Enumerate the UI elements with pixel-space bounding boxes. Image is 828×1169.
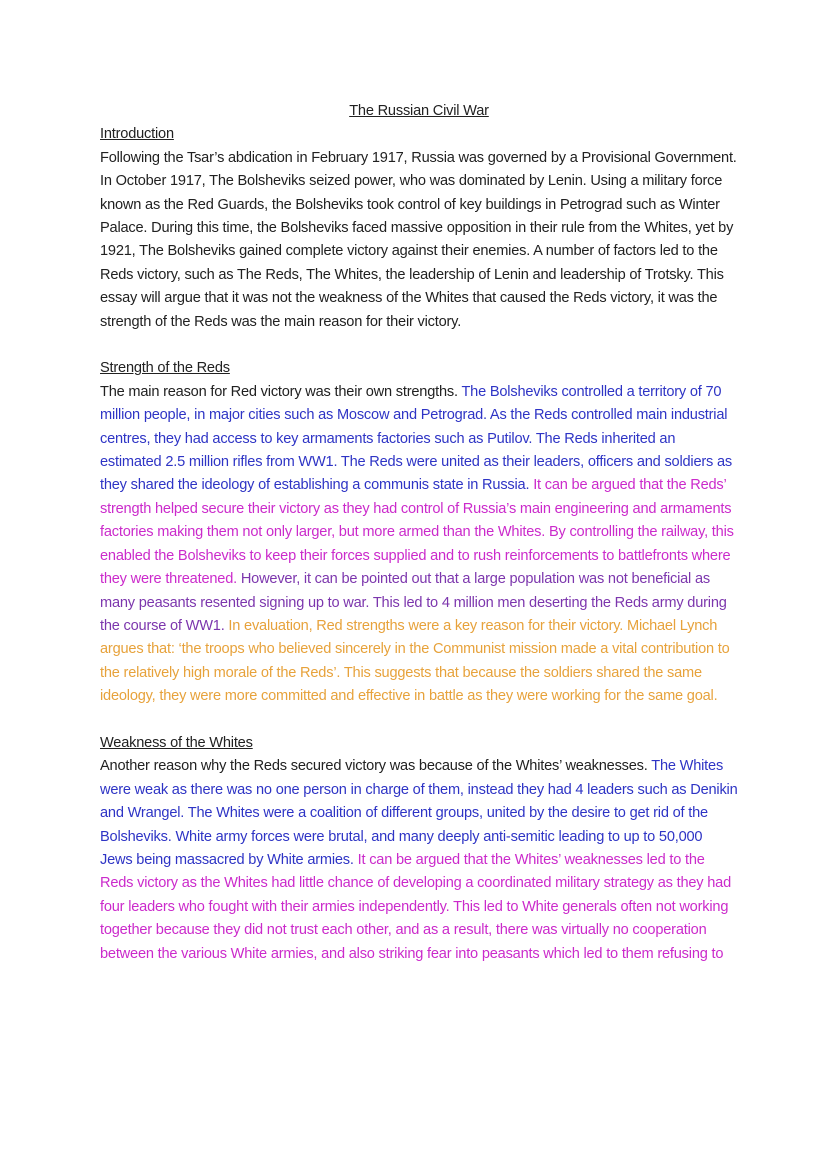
- section-heading-introduction: Introduction: [100, 126, 174, 143]
- text-run-black: The main reason for Red victory was their own strengths.: [100, 383, 462, 400]
- text-run-blue: The Whites were weak as there was no one person in charge of them, instead they had 4 leaders such as Denikin and Wrangel. The Whites were a coalition of different groups, united by the desire to get rid of the Bolsheviks. White army forces were brutal, and many deeply anti-semitic leading to up to 50,000 Jews being massacred by White armies.: [100, 758, 742, 868]
- text-run-magenta: It can be argued that the Whites’ weaknesses led to the Reds victory as the Whites had little chance of developing a coordinated military strategy as they had four leaders who fought with their armies independently. This led to White generals often not working together because they did not trust each other, and as a result, there was virtually no cooperation between the various White armies, and also striking fear into peasants which led to them refusing to: [100, 851, 735, 962]
- document-content: [100, 100, 742, 989]
- section-heading-strength-of-the-reds: Strength of the Reds: [100, 360, 230, 377]
- text-run-black: Following the Tsar’s abdication in February 1917, Russia was governed by a Provisional Government. In October 1917, The Bolsheviks seized power, who was dominated by Lenin. Using a military force known as the Red Guards, the Bolsheviks took control of key buildings in Petrograd such as Winter Palace. During this time, the Bolsheviks faced massive opposition in their rule from the Whites, yet by 1921, The Bolsheviks gained complete victory against their enemies. A number of factors led to the Reds victory, such as The Reds, The Whites, the leadership of Lenin and leadership of Trotsky. This essay will argue that it was not the weakness of the Whites that caused the Reds victory, it was the strength of the Reds was the main reason for their victory.: [100, 149, 741, 330]
- section-paragraph-strength-of-the-reds: [100, 381, 738, 709]
- section-heading-weakness-of-the-whites: Weakness of the Whites: [100, 734, 253, 751]
- section-paragraph-introduction: [100, 147, 741, 334]
- text-run-purple: However, it can be pointed out that a large population was not beneficial as many peasants resented signing up to war. This led to 4 million men deserting the Reds army during the course of WW1.: [100, 571, 731, 634]
- text-run-orange: In evaluation, Red strengths were a key reason for their victory. Michael Lynch argues that: ‘the troops who believed sincerely in the Communist mission made a vital contribution to the relatively high morale of the Reds’. This suggests that because the soldiers shared the same ideology, they were more committed and effective in battle as they were working for the same goal.: [100, 617, 734, 705]
- document-body: [100, 123, 742, 966]
- text-run-blue: The Bolsheviks controlled a territory of 70 million people, in major cities such as Moscow and Petrograd. As the Reds controlled main industrial centres, they had access to key armaments factories such as Putilov. The Reds inherited an estimated 2.5 million rifles from WW1. The Reds were united as their leaders, officers and soldiers as they shared the ideology of establishing a communis state in Russia.: [100, 383, 736, 494]
- text-run-black: Another reason why the Reds secured victory was because of the Whites’ weaknesses.: [100, 758, 652, 775]
- text-run-magenta: It can be argued that the Reds’ strength helped secure their victory as they had control of Russia’s main engineering and armaments factories making them not only larger, but more armed than the Whites. By controlling the railway, this enabled the Bolsheviks to keep their forces supplied and to rush reinforcements to battlefronts where they were threatened.: [100, 477, 738, 588]
- section-paragraph-weakness-of-the-whites: [100, 755, 742, 966]
- document-title: The Russian Civil War: [349, 103, 489, 119]
